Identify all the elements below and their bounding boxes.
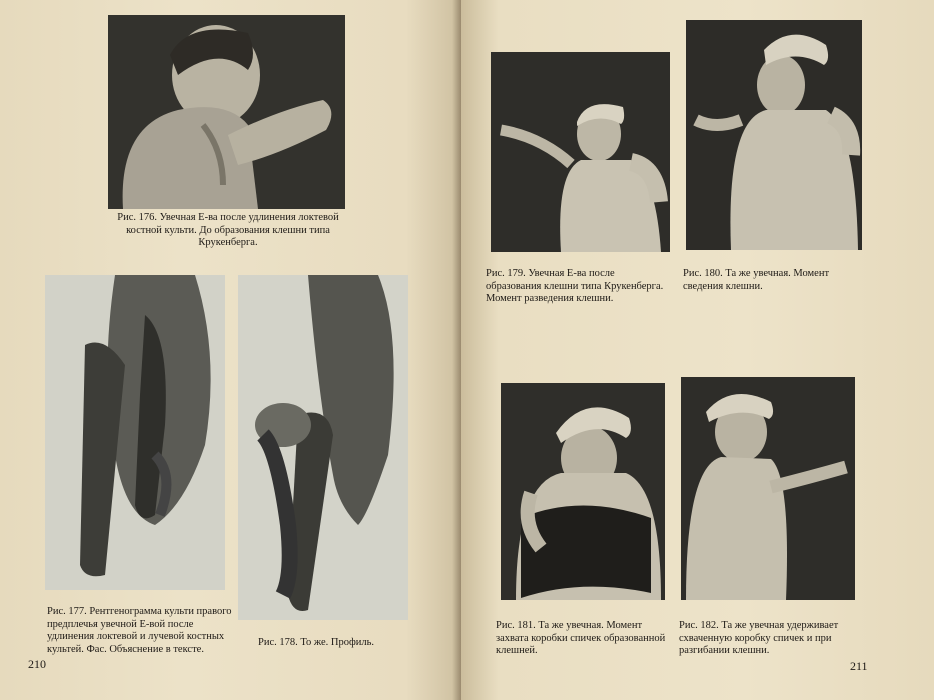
figure-182-caption: Рис. 182. Та же увечная удерживает схваченную коробку спичек и при разгибании клешни.	[679, 620, 839, 656]
figure-178-xray	[238, 275, 408, 620]
left-page	[0, 0, 461, 700]
figure-179-photo	[491, 52, 670, 252]
figure-180-caption: Рис. 180. Та же увечная. Момент сведения клешни.	[683, 268, 830, 292]
figure-177-caption: Рис. 177. Рентгенограмма культи правого предплечья увечной Е-вой после удлинения локтевой и лучевой костных культей. Фас. Объяснение в тексте.	[47, 606, 232, 655]
figure-180-photo	[686, 20, 862, 250]
figure-181-photo	[501, 383, 665, 600]
page-number-right: 211	[850, 659, 868, 673]
figure-178-caption: Рис. 178. То же. Профиль.	[258, 637, 375, 648]
right-page	[461, 0, 934, 700]
figure-177-xray	[45, 275, 225, 590]
figure-176-caption: Рис. 176. Увечная Е-ва после удлинения локтевой костной культи. До образования клешни типа Крукенберга.	[117, 212, 339, 248]
page-number-left: 210	[28, 657, 46, 671]
figure-182-photo	[681, 377, 855, 600]
figure-176-photo	[108, 15, 345, 209]
figure-179-caption: Рис. 179. Увечная Е-ва после образования клешни типа Крукенберга. Момент разведения клешни.	[486, 268, 664, 304]
figure-181-caption: Рис. 181. Та же увечная. Момент захвата коробки спичек образованной клешней.	[496, 620, 666, 656]
